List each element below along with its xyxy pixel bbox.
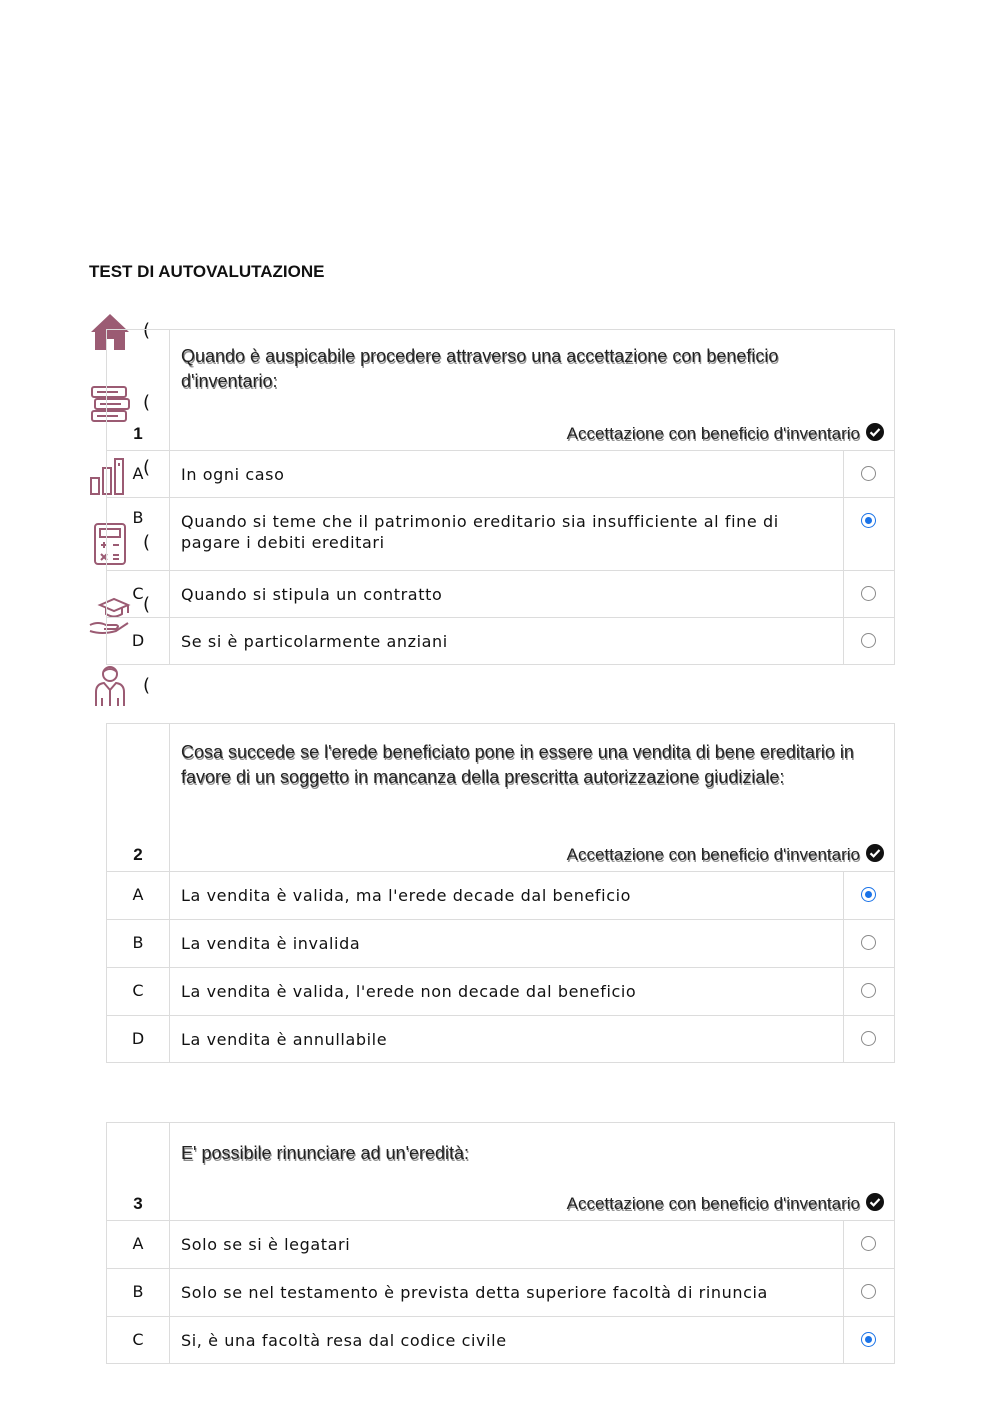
answer-letter: C <box>132 981 144 1000</box>
answer-letter: C <box>132 1330 144 1349</box>
answer-row[interactable] <box>107 872 894 920</box>
sidebar-paren: ( <box>143 392 151 413</box>
answer-text: Si, è una facoltà resa dal codice civile <box>181 1331 507 1350</box>
sidebar-paren: ( <box>143 320 151 341</box>
answer-radio[interactable] <box>861 1031 876 1046</box>
answer-row[interactable] <box>107 571 894 618</box>
answer-row[interactable] <box>107 618 894 664</box>
answer-text: Quando si stipula un contratto <box>181 585 443 604</box>
answer-text: La vendita è valida, l'erede non decade dal beneficio <box>181 982 637 1001</box>
answer-row[interactable] <box>107 451 894 498</box>
answer-row[interactable] <box>107 968 894 1016</box>
answer-radio[interactable] <box>861 633 876 648</box>
answer-radio-selected[interactable] <box>861 887 876 902</box>
answer-letter: C <box>132 584 144 603</box>
answer-letter: B <box>132 933 144 952</box>
answer-text: La vendita è invalida <box>181 934 361 953</box>
answer-text: Solo se nel testamento è prevista detta superiore facoltà di rinuncia <box>181 1283 768 1302</box>
answer-letter: D <box>131 1029 145 1048</box>
answer-row[interactable] <box>107 1317 894 1363</box>
answer-row[interactable] <box>107 1269 894 1317</box>
answer-radio[interactable] <box>861 983 876 998</box>
answer-letter: A <box>132 464 144 483</box>
answer-text: La vendita è valida, ma l'erede decade dal beneficio <box>181 886 632 905</box>
answer-row[interactable] <box>107 1016 894 1062</box>
answer-radio-selected[interactable] <box>861 513 876 528</box>
person-icon[interactable] <box>88 664 132 708</box>
question-text: Cosa succede se l'erede beneficiato pone in essere una vendita di bene ereditario in favore di un soggetto in mancanza della prescritta autorizzazione giudiziale: <box>181 742 854 787</box>
answer-radio[interactable] <box>861 466 876 481</box>
question-category: Accettazione con beneficio d'inventario <box>566 424 860 443</box>
question-header <box>107 724 894 872</box>
question-block <box>106 723 895 1063</box>
question-category: Accettazione con beneficio d'inventario <box>566 845 860 864</box>
answer-text: Solo se si è legatari <box>181 1235 351 1254</box>
question-number-cell <box>107 1123 170 1220</box>
answer-radio-selected[interactable] <box>861 1332 876 1347</box>
answer-radio[interactable] <box>861 586 876 601</box>
answer-row[interactable] <box>107 498 894 571</box>
question-text: Quando è auspicabile procedere attraverso una accettazione con beneficio d'inventario: <box>181 346 779 391</box>
sidebar-paren: ( <box>143 457 151 478</box>
question-number: 1 <box>133 424 143 443</box>
answer-text: Se si è particolarmente anziani <box>181 632 448 651</box>
answer-text: Quando si teme che il patrimonio ereditario sia insufficiente al fine di pagare i debiti ereditari <box>181 512 779 552</box>
answer-radio[interactable] <box>861 1236 876 1251</box>
answer-letter: B <box>132 1282 144 1301</box>
question-header <box>107 1123 894 1221</box>
answer-row[interactable] <box>107 920 894 968</box>
answer-letter: D <box>131 631 145 650</box>
sidebar-paren: ( <box>143 675 151 696</box>
answer-radio[interactable] <box>861 1284 876 1299</box>
answer-radio[interactable] <box>861 935 876 950</box>
answer-row[interactable] <box>107 1221 894 1269</box>
question-block <box>106 1122 895 1364</box>
sidebar-paren: ( <box>143 532 151 553</box>
answer-text: La vendita è annullabile <box>181 1030 388 1049</box>
check-circle-icon <box>866 1193 884 1211</box>
page-title: TEST DI AUTOVALUTAZIONE <box>89 262 325 281</box>
check-circle-icon <box>866 423 884 441</box>
answer-text: In ogni caso <box>181 465 285 484</box>
question-number: 2 <box>133 845 143 864</box>
question-number: 3 <box>133 1194 143 1213</box>
answer-letter: A <box>132 885 144 904</box>
answer-letter: B <box>132 508 144 527</box>
question-block <box>106 329 895 665</box>
question-category: Accettazione con beneficio d'inventario <box>566 1194 860 1213</box>
answer-letter: A <box>132 1234 144 1253</box>
question-text: E' possibile rinunciare ad un'eredità: <box>181 1143 470 1163</box>
question-number-cell <box>107 330 170 450</box>
check-circle-icon <box>866 844 884 862</box>
question-header <box>107 330 894 451</box>
question-number-cell <box>107 724 170 871</box>
sidebar-paren: ( <box>143 594 151 615</box>
